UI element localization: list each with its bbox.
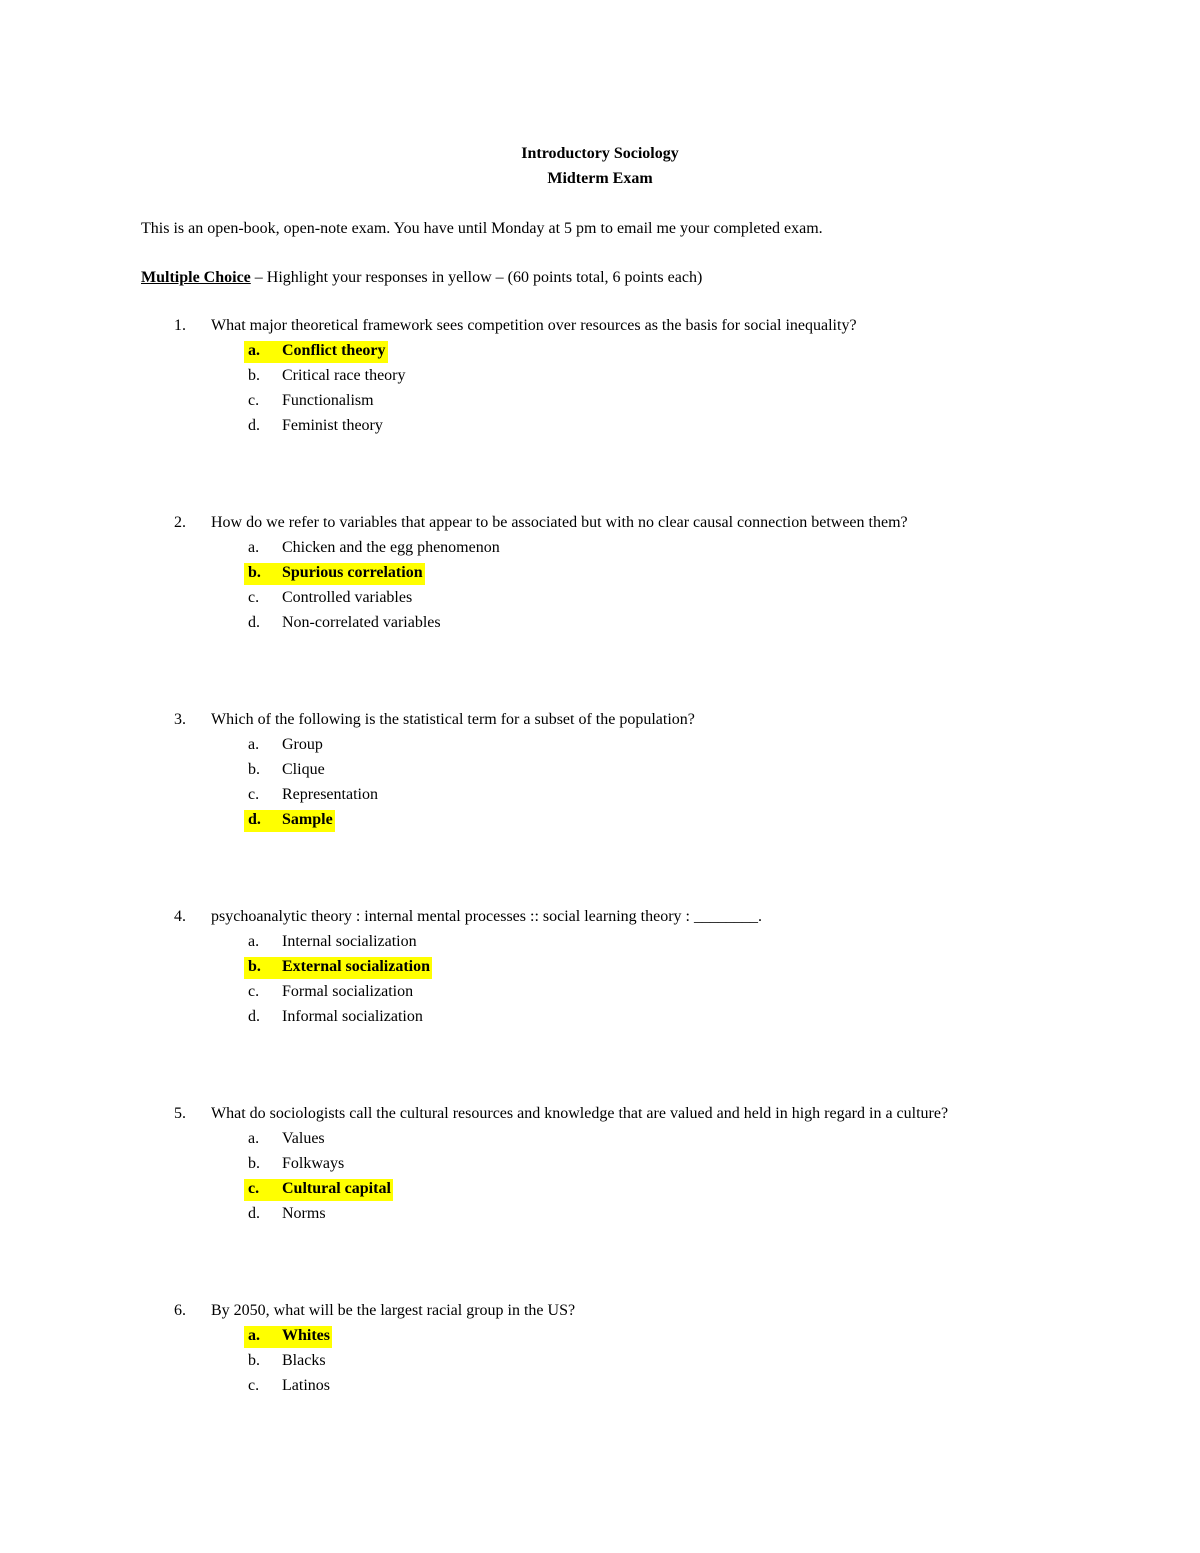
option-letter: d. [248,1008,260,1025]
question-stem [0,710,1200,735]
option-letter: c. [248,983,260,1000]
option-letter: b. [248,367,260,384]
option-text: Non-correlated variables [282,614,441,631]
question-stem [0,316,1200,341]
answer-option[interactable] [0,366,1200,391]
question-stem [0,1301,1200,1326]
option-text: Internal socialization [282,933,417,950]
option-text: Blacks [282,1352,326,1369]
answer-option[interactable] [0,785,1200,810]
option-letter: a. [248,1327,260,1344]
option-text: Functionalism [282,392,374,409]
option-letter: a. [248,933,260,950]
question-6 [0,1301,1200,1401]
answer-option-selected[interactable] [0,341,1200,366]
option-text: Chicken and the egg phenomenon [282,539,500,556]
option-letter: d. [248,417,260,434]
answer-option[interactable] [0,1129,1200,1154]
option-text: Whites [282,1327,330,1344]
question-text: psychoanalytic theory : internal mental processes :: social learning theory : ________. [211,908,762,925]
option-text: Spurious correlation [282,564,423,581]
question-text: By 2050, what will be the largest racial group in the US? [211,1302,576,1319]
question-number: 2. [174,514,186,531]
option-text: Norms [282,1205,326,1222]
option-letter: d. [248,614,260,631]
answer-option-selected[interactable] [0,1179,1200,1204]
option-text: Group [282,736,323,753]
option-text: Critical race theory [282,367,406,384]
question-number: 5. [174,1105,186,1122]
option-letter: d. [248,1205,260,1222]
option-letter: c. [248,1377,260,1394]
section-instructions: – Highlight your responses in yellow – (60 points total, 6 points each) [250,269,703,286]
answer-option[interactable] [0,1376,1200,1401]
option-letter: d. [248,811,261,828]
answer-option[interactable] [0,613,1200,638]
answer-option[interactable] [0,1204,1200,1229]
question-4 [0,907,1200,1032]
option-text: Conflict theory [282,342,386,359]
question-stem [0,1104,1200,1129]
option-letter: a. [248,342,260,359]
answer-option-selected[interactable] [0,957,1200,982]
question-5 [0,1104,1200,1229]
option-letter: c. [248,786,260,803]
option-text: Latinos [282,1377,330,1394]
option-letter: b. [248,761,260,778]
question-number: 6. [174,1302,186,1319]
question-number: 3. [174,711,186,728]
section-heading [141,268,702,288]
question-text: Which of the following is the statistical term for a subset of the population? [211,711,695,728]
option-letter: b. [248,1352,260,1369]
option-text: Cultural capital [282,1180,391,1197]
option-text: External socialization [282,958,430,975]
option-text: Formal socialization [282,983,414,1000]
answer-option[interactable] [0,735,1200,760]
answer-option[interactable] [0,760,1200,785]
answer-option[interactable] [0,982,1200,1007]
option-letter: c. [248,589,260,606]
option-text: Sample [282,811,333,828]
option-text: Values [282,1130,325,1147]
document-subtitle: Midterm Exam [547,170,653,187]
answer-option-selected[interactable] [0,563,1200,588]
option-text: Feminist theory [282,417,383,434]
question-2 [0,513,1200,638]
question-stem [0,513,1200,538]
answer-option[interactable] [0,1007,1200,1032]
option-letter: b. [248,958,261,975]
answer-option-selected[interactable] [0,810,1200,835]
option-letter: a. [248,1130,260,1147]
option-text: Controlled variables [282,589,413,606]
answer-option[interactable] [0,538,1200,563]
option-letter: b. [248,564,261,581]
question-number: 4. [174,908,186,925]
section-title: Multiple Choice [141,269,251,286]
answer-option[interactable] [0,588,1200,613]
answer-option-selected[interactable] [0,1326,1200,1351]
option-letter: b. [248,1155,260,1172]
option-letter: a. [248,736,260,753]
question-1 [0,316,1200,441]
document-title: Introductory Sociology [521,145,679,162]
question-number: 1. [174,317,186,334]
answer-option[interactable] [0,391,1200,416]
option-text: Representation [282,786,378,803]
option-letter: a. [248,539,260,556]
question-stem [0,907,1200,932]
answer-option[interactable] [0,416,1200,441]
option-letter: c. [248,1180,260,1197]
option-text: Folkways [282,1155,345,1172]
exam-instructions: This is an open-book, open-note exam. You have until Monday at 5 pm to email me your completed exam. [141,220,823,237]
option-text: Informal socialization [282,1008,423,1025]
question-text: What do sociologists call the cultural resources and knowledge that are valued and held in high regard in a culture? [211,1105,949,1122]
answer-option[interactable] [0,1351,1200,1376]
answer-option[interactable] [0,1154,1200,1179]
option-text: Clique [282,761,325,778]
question-3 [0,710,1200,835]
question-text: How do we refer to variables that appear to be associated but with no clear causal connection between them? [211,514,908,531]
option-letter: c. [248,392,260,409]
question-text: What major theoretical framework sees competition over resources as the basis for social inequality? [211,317,857,334]
answer-option[interactable] [0,932,1200,957]
